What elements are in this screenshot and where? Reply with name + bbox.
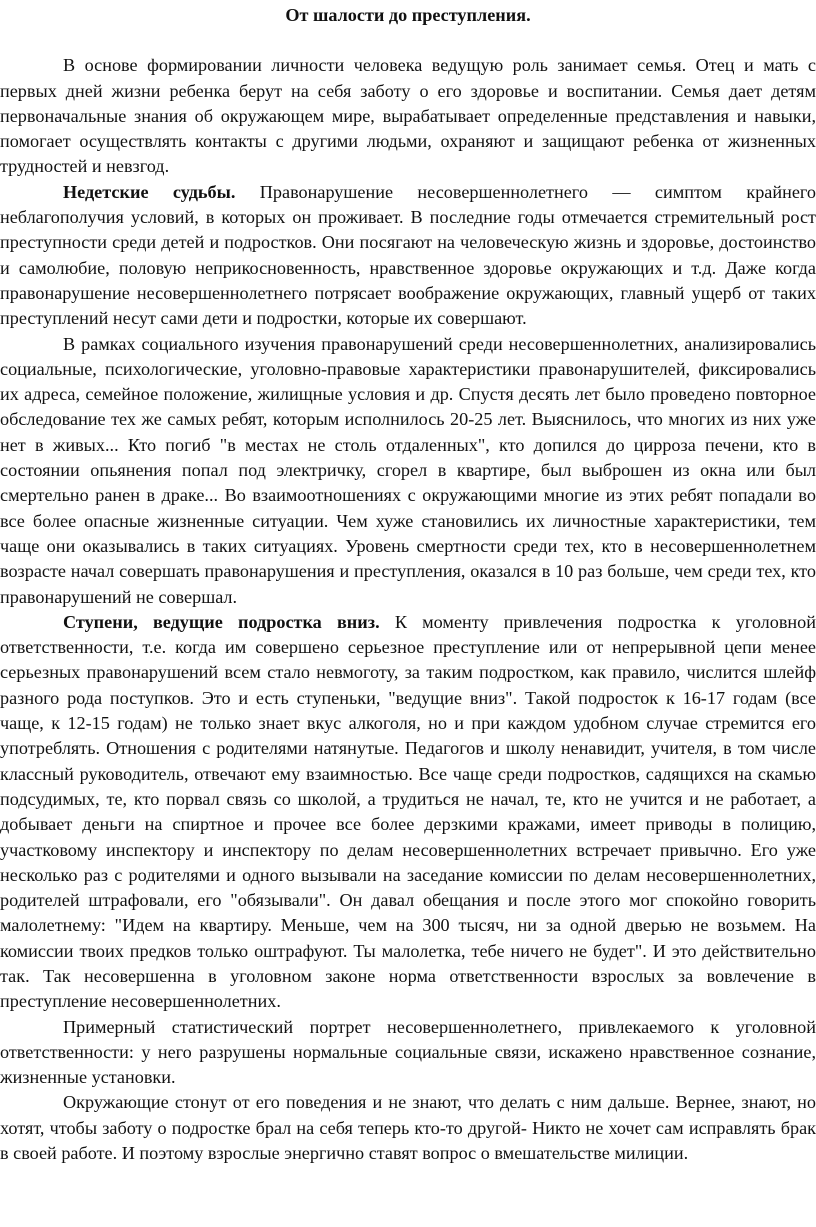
paragraph-social-study bbox=[0, 332, 816, 610]
paragraph-text: В рамках социального изучения правонарушений среди несовершеннолетних, анализировались социальные, психологические, уголовно-правовые характеристики правонарушителей, фиксировались их адреса, семейное положение, жилищные условия и др. Спустя десять лет было проведено повторное обследование тех же самых ребят, которым исполнилось 20-25 лет. Выяснилось, что многих из них уже нет в живых... Кто погиб "в местах не столь отдаленных", кто допился до цирроза печени, кто в состоянии опьянения попал под электричку, сгорел в квартире, был выброшен из окна или был смертельно ранен в драке... Во взаимоотношениях с окружающими многие из этих ребят попадали во все более опасные жизненные ситуации. Чем хуже становились их личностные характеристики, тем чаще они оказывались в таких ситуациях. Уровень смертности среди тех, кто в несовершеннолетнем возрасте начал совершать правонарушения и преступления, оказался в 10 раз больше, чем среди тех, кто правонарушений не совершал. bbox=[0, 333, 816, 607]
section-heading-non-child-fates: Недетские судьбы. bbox=[63, 181, 236, 202]
paragraph-text: В основе формировании личности человека ведущую роль занимает семья. Отец и мать с первых дней жизни ребенка берут на себя заботу о его здоровье и воспитании. Семья дает детям первоначальные знания об окружающем мире, вырабатывает определенные представления и навыки, помогает осуществлять контакты с другими людьми, охраняют и защищают ребенка от жизненных трудностей и невзгод. bbox=[0, 55, 816, 177]
section-heading-steps-down: Ступени, ведущие подростка вниз. bbox=[63, 611, 380, 632]
paragraph-text: Примерный статистический портрет несовершеннолетнего, привлекаемого к уголовной ответственности: у него разрушены нормальные социальные связи, искажено нравственное сознание, жизненные установки. bbox=[0, 1016, 816, 1088]
paragraph-text: Правонарушение несовершеннолетнего — симптом крайнего неблагополучия условий, в которых он проживает. В последние годы отмечается стремительный рост преступности среди детей и подростков. Они посягают на человеческую жизнь и здоровье, достоинство и самолюбие, половую неприкосновенность, нравственное здоровье окружающих и т.д. Даже когда правонарушение несовершеннолетнего потрясает воображение окружающих, главный ущерб от таких преступлений несут сами дети и подростки, которые их совершают. bbox=[0, 181, 816, 329]
document-title: От шалости до преступления. bbox=[285, 5, 531, 25]
paragraph-surrounding-people bbox=[0, 1090, 816, 1166]
paragraph-statistical-portrait bbox=[0, 1015, 816, 1091]
paragraph-non-child-fates bbox=[0, 180, 816, 332]
paragraph-text: Окружающие стонут от его поведения и не знают, что делать с ним дальше. Вернее, знают, но хотят, чтобы заботу о подростке брал на себя теперь кто-то другой- Никто не хочет сам исправлять брак в своей работе. И поэтому взрослые энергично ставят вопрос о вмешательстве милиции. bbox=[0, 1092, 816, 1164]
paragraph-family-role bbox=[0, 53, 816, 179]
paragraph-text: К моменту привлечения подростка к уголовной ответственности, т.е. когда им совершено серьезное преступление или от непрерывной цепи менее серьезных правонарушений всем стало невмоготу, за таким подростком, как правило, числится шлейф разного рода поступков. Это и есть ступеньки, "ведущие вниз". Такой подросток к 16-17 годам (все чаще, к 12-15 годам) не только знает вкус алкоголя, но и при каждом удобном случае стремится его употреблять. Отношения с родителями натянутые. Педагогов и школу ненавидит, учителя, в том числе классный руководитель, отвечают ему взаимностью. Все чаще среди подростков, садящихся на скамью подсудимых, те, кто порвал связь со школой, а трудиться не начал, те, кто не учится и не работает, а добывает деньги на спиртное и прочее все более дерзкими кражами, имеет приводы в полицию, участковому инспектору и инспектору по делам несовершеннолетних встречает привычно. Его уже несколько раз с родителями и одного вызывали на заседание комиссии по делам несовершеннолетних, родителей штрафовали, его "обязывали". Он давал обещания и после этого мог спокойно говорить малолетнему: "Идем на квартиру. Меньше, чем на 300 тысяч, ни за одной дверью не возьмем. На комиссии твоих предков только оштрафуют. Ты малолетка, тебе ничего не будет". И это действительно так. Так несовершенна в уголовном законе норма ответственности взрослых за вовлечение в преступление несовершеннолетних. bbox=[0, 611, 816, 1012]
paragraph-steps-down bbox=[0, 610, 816, 1015]
